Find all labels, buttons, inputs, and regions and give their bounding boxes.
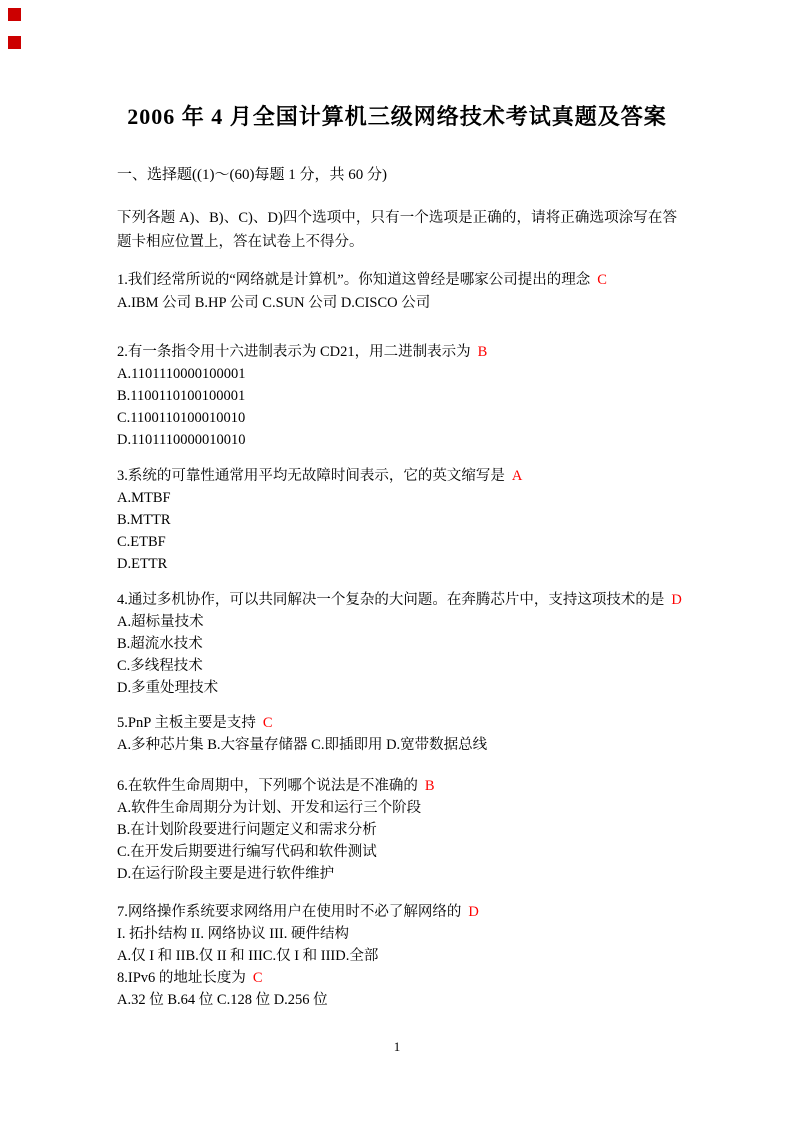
page-number: 1 [393,1039,401,1054]
answer-letter: D [468,903,479,920]
option-line: A.仅 I 和 IIB.仅 II 和 IIIC.仅 I 和 IIID.全部 [117,947,379,964]
page-title: 2006 年 4 月全国计算机三级网络技术考试真题及答案 [127,104,667,129]
red-corner-marker-top [8,8,21,21]
question-text: 7.网络操作系统要求网络用户在使用时不必了解网络的 [117,903,462,920]
option-line: B.超流水技术 [117,635,203,652]
option-line: C.ETBF [117,533,166,550]
option-line: A.IBM 公司 B.HP 公司 C.SUN 公司 D.CISCO 公司 [117,294,431,311]
option-line: A.32 位 B.64 位 C.128 位 D.256 位 [117,991,328,1008]
answer-letter: B [424,777,435,794]
question-stem [117,901,677,923]
red-corner-marker-bottom [8,36,21,49]
option-line: C.在开发后期要进行编写代码和软件测试 [117,843,377,860]
question-2 [117,341,677,451]
question-text: 2.有一条指令用十六进制表示为 CD21，用二进制表示为 [117,343,471,360]
section-heading: 一、选择题((1)～(60)每题 1 分，共 60 分) [117,167,387,183]
question-stem [117,589,682,611]
question-stem [117,465,677,487]
question-4 [117,589,682,699]
question-7 [117,901,677,967]
option-line: B.在计划阶段要进行问题定义和需求分析 [117,821,377,838]
answer-letter: A [511,467,523,484]
question-stem [117,341,677,363]
option-line: A.MTBF [117,489,171,506]
question-6 [117,775,677,885]
instructions-paragraph: 下列各题 A)、B)、C)、D)四个选项中，只有一个选项是正确的，请将正确选项涂写在答题卡相应位置上，答在试卷上不得分。 [117,210,677,250]
option-line: D.在运行阶段主要是进行软件维护 [117,865,335,882]
option-line: B.1100110100100001 [117,387,246,404]
option-line: D.1101110000010010 [117,431,246,448]
question-text: 3.系统的可靠性通常用平均无故障时间表示，它的英文缩写是 [117,467,505,484]
option-line: A.1101110000100001 [117,365,246,382]
question-3 [117,465,677,575]
question-text: 8.IPv6 的地址长度为 [117,969,246,986]
question-text: 6.在软件生命周期中，下列哪个说法是不准确的 [117,777,418,794]
option-line: C.多线程技术 [117,657,203,674]
option-line: B.MTTR [117,511,171,528]
option-line: A.软件生命周期分为计划、开发和运行三个阶段 [117,799,422,816]
question-stem [117,775,677,797]
answer-letter: B [477,343,488,360]
answer-letter: C [262,714,273,731]
question-1 [117,269,677,315]
option-line: D.多重处理技术 [117,679,219,696]
option-line: C.1100110100010010 [117,409,246,426]
document-content [117,0,682,1011]
answer-letter: D [671,591,682,608]
option-line: D.ETTR [117,555,168,572]
sub-items-line: I. 拓扑结构 II. 网络协议 III. 硬件结构 [117,925,349,942]
question-stem [117,269,677,292]
question-text: 1.我们经常所说的“网络就是计算机”。你知道这曾经是哪家公司提出的理念 [117,271,591,288]
question-text: 4.通过多机协作，可以共同解决一个复杂的大问题。在奔腾芯片中，支持这项技术的是 [117,591,665,608]
question-stem [117,712,677,734]
answer-letter: C [252,969,263,986]
answer-letter: C [597,271,607,288]
question-5 [117,712,677,756]
question-text: 5.PnP 主板主要是支持 [117,714,256,731]
option-line: A.多种芯片集 B.大容量存储器 C.即插即用 D.宽带数据总线 [117,736,488,753]
option-line: A.超标量技术 [117,613,204,630]
question-stem [117,967,677,989]
question-8 [117,967,677,1011]
